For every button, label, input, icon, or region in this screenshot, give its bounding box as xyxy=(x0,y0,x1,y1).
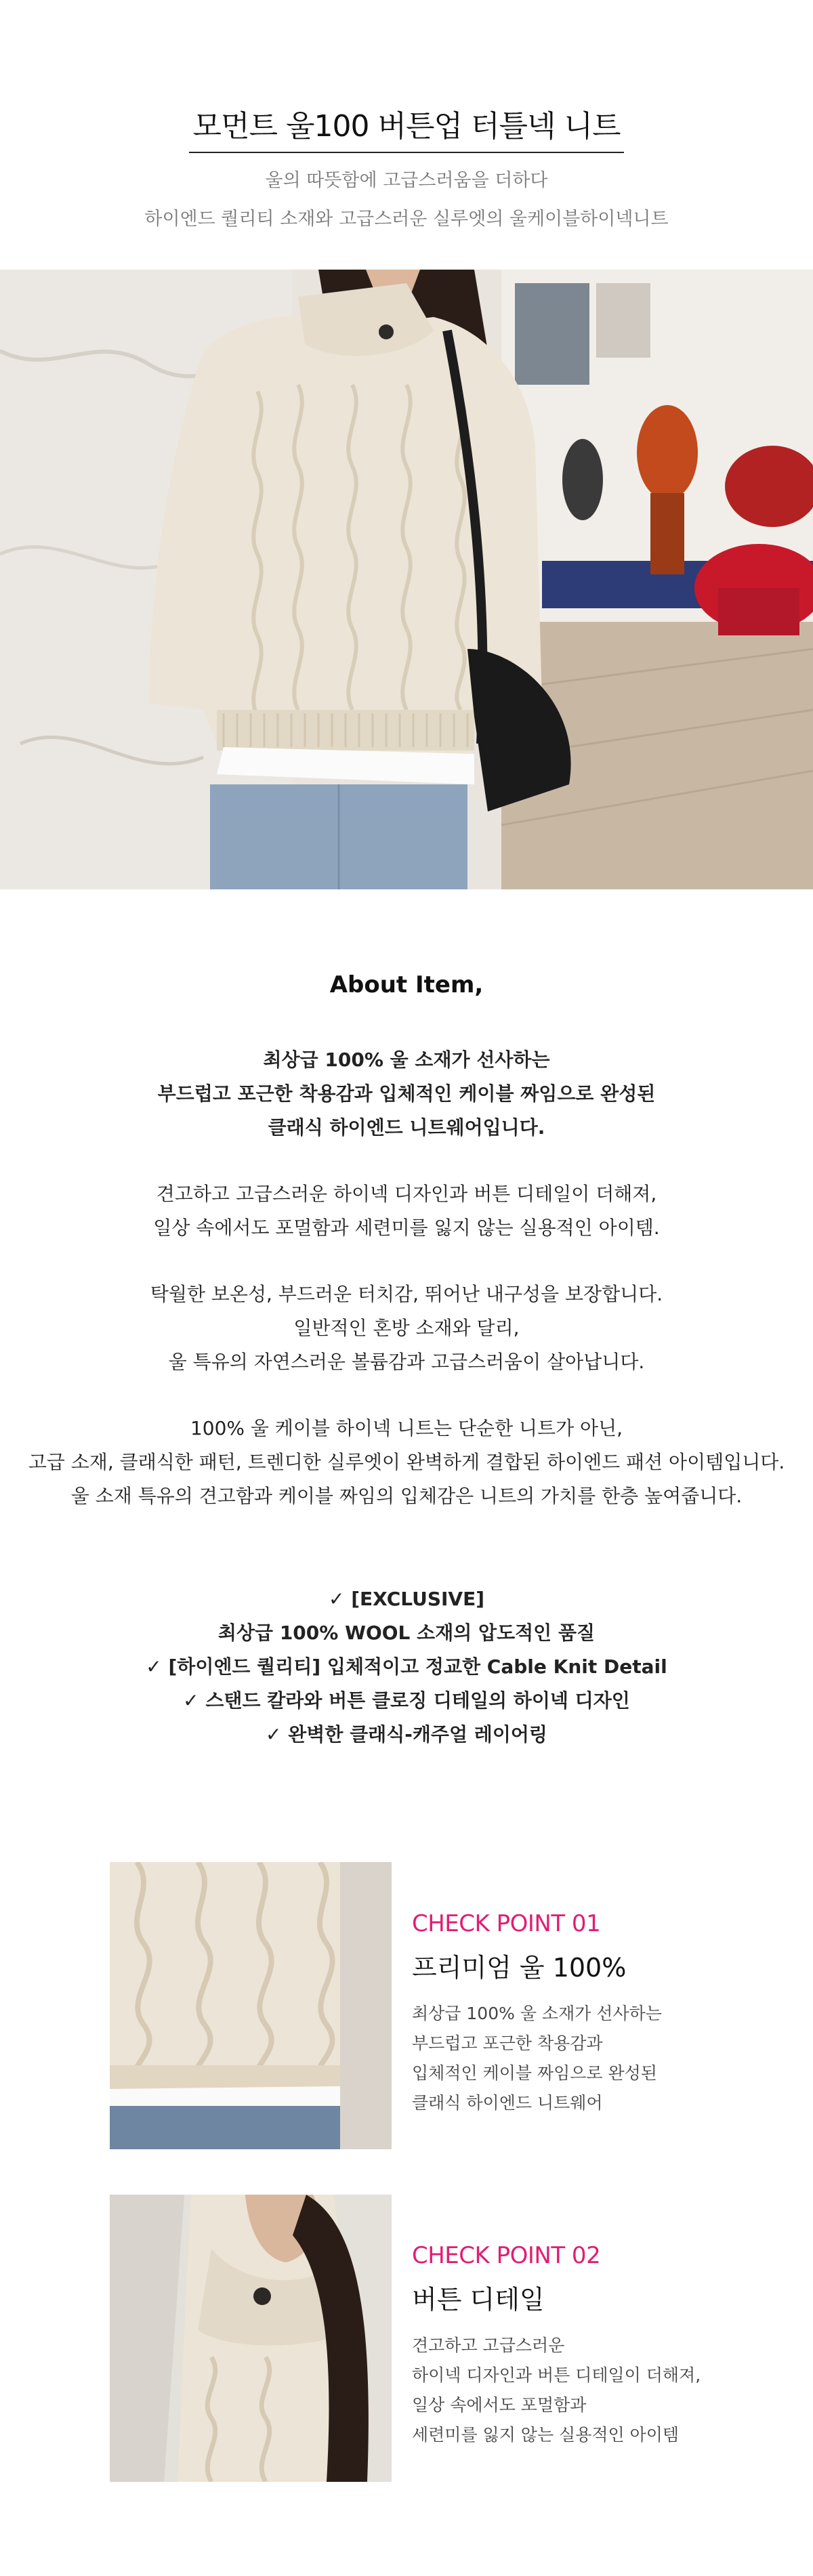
product-subtitle: 울의 따뜻함에 고급스러움을 더하다 xyxy=(265,170,548,191)
checkpoint-2-label: CHECK POINT 02 xyxy=(412,2242,601,2269)
checkpoint-1-photo xyxy=(110,1862,392,2149)
description-line: 부드럽고 포근한 착용감과 xyxy=(412,2033,603,2053)
description-line: 최상급 100% 울 소재가 선사하는 xyxy=(412,2004,662,2023)
feature-item: ✓ 완벽한 클래식-캐주얼 레이어링 xyxy=(266,1723,547,1746)
description-line: 일상 속에서도 포멀함과 xyxy=(412,2395,587,2415)
checkpoint-2 xyxy=(412,2242,791,2450)
about-line: 견고하고 고급스러운 하이넥 디자인과 버튼 디테일이 더해져, xyxy=(156,1183,657,1205)
about-line: 클래식 하이엔드 니트웨어입니다. xyxy=(268,1116,545,1139)
feature-item: ✓ 스탠드 칼라와 버튼 클로징 디테일의 하이넥 디자인 xyxy=(183,1689,630,1712)
about-paragraph-1 xyxy=(0,1043,813,1145)
about-line: 일상 속에서도 포멀함과 세련미를 잃지 않는 실용적인 아이템. xyxy=(153,1217,660,1239)
checkpoint-1-heading: 프리미엄 울 100% xyxy=(412,1953,627,1983)
description-line: 입체적인 케이블 짜임으로 완성된 xyxy=(412,2063,657,2083)
about-line: 부드럽고 포근한 착용감과 입체적인 케이블 짜임으로 완성된 xyxy=(157,1082,656,1105)
checkpoint-1-description xyxy=(412,1999,791,2118)
about-line: 100% 울 케이블 하이넥 니트는 단순한 니트가 아닌, xyxy=(190,1417,623,1439)
about-line: 최상급 100% 울 소재가 선사하는 xyxy=(263,1049,550,1071)
about-paragraph-3 xyxy=(0,1278,813,1379)
checkpoint-1-label: CHECK POINT 01 xyxy=(412,1910,601,1937)
product-title: 모먼트 울100 버튼업 터틀넥 니트 xyxy=(189,102,625,153)
exclusive-feature-list xyxy=(0,1582,813,1752)
description-line: 세련미를 잃지 않는 실용적인 아이템 xyxy=(412,2425,680,2445)
description-line: 하이넥 디자인과 버튼 디테일이 더해져, xyxy=(412,2365,701,2385)
about-line: 고급 소재, 클래식한 패턴, 트렌디한 실루엣이 완벽하게 결합된 하이엔드 패션 아이템입니다. xyxy=(28,1451,785,1473)
about-paragraph-4 xyxy=(0,1412,813,1513)
product-tagline: 하이엔드 퀄리티 소재와 고급스러운 실루엣의 울케이블하이넥니트 xyxy=(144,209,669,230)
about-line: 울 특유의 자연스러운 볼륨감과 고급스러움이 살아납니다. xyxy=(168,1351,645,1373)
about-line: 울 소재 특유의 견고함과 케이블 짜임의 입체감은 니트의 가치를 한층 높여줍니다. xyxy=(70,1485,743,1507)
about-line: 탁월한 보온성, 부드러운 터치감, 뛰어난 내구성을 보장합니다. xyxy=(150,1283,663,1305)
about-line: 일반적인 혼방 소재와 달리, xyxy=(293,1317,520,1339)
feature-item: ✓ [하이엔드 퀄리티] 입체적이고 정교한 Cable Knit Detail xyxy=(146,1655,667,1678)
checkpoint-2-heading: 버튼 디테일 xyxy=(412,2285,545,2315)
checkpoint-2-description xyxy=(412,2331,791,2450)
checkpoint-2-photo xyxy=(110,2195,392,2482)
about-paragraph-2 xyxy=(0,1177,813,1245)
description-line: 견고하고 고급스러운 xyxy=(412,2336,565,2355)
product-header xyxy=(0,102,813,230)
feature-item: ✓ [EXCLUSIVE] xyxy=(328,1588,485,1610)
description-line: 클래식 하이엔드 니트웨어 xyxy=(412,2093,603,2113)
hero-photo xyxy=(0,270,813,889)
checkpoint-1 xyxy=(412,1910,791,2118)
about-title: About Item, xyxy=(329,971,484,998)
feature-item: 최상급 100% WOOL 소재의 압도적인 품질 xyxy=(217,1622,596,1644)
